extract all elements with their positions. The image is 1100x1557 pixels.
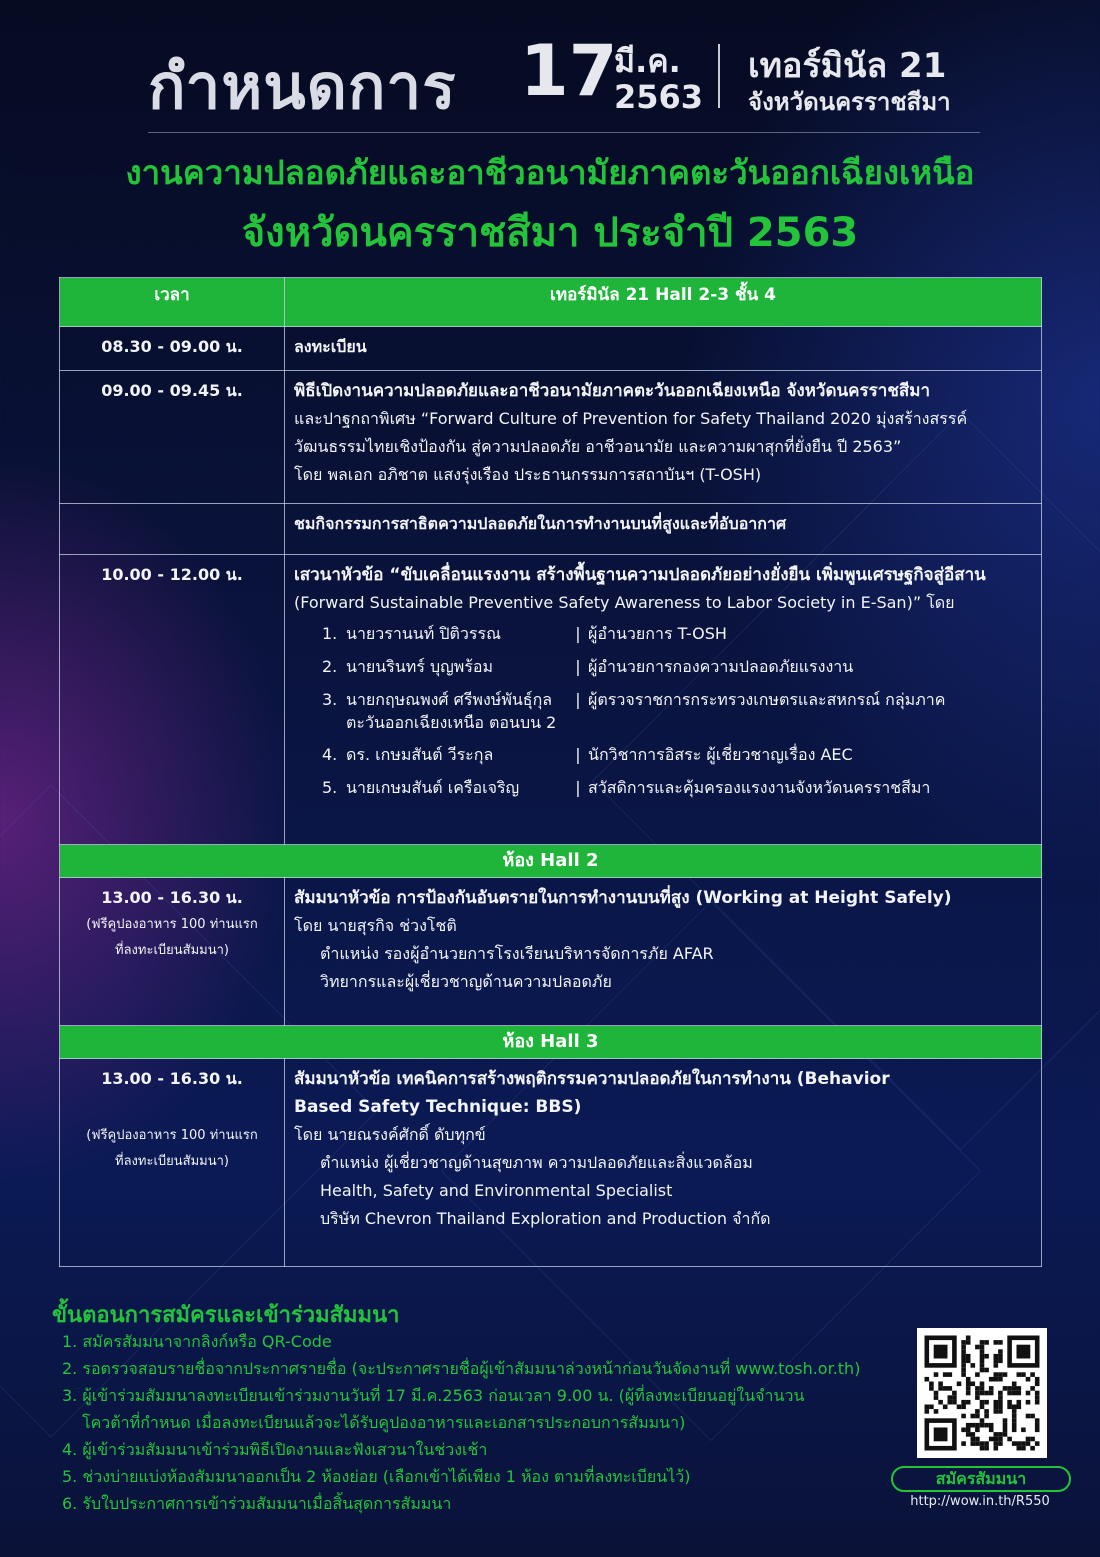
qr-module <box>1017 1400 1022 1405</box>
qr-module <box>961 1359 966 1364</box>
qr-module <box>975 1345 980 1350</box>
hall3-time: 13.00 - 16.30 น. <box>101 1069 243 1088</box>
event-year: 2563 <box>614 78 704 116</box>
qr-module <box>975 1441 980 1446</box>
event-month: มี.ค. <box>614 42 681 80</box>
qr-module <box>989 1391 994 1396</box>
qr-module <box>984 1423 989 1428</box>
qr-module <box>1026 1400 1031 1405</box>
opening-cell <box>285 371 1042 504</box>
qr-module <box>998 1340 1003 1345</box>
qr-module <box>1003 1386 1008 1391</box>
qr-module <box>994 1363 999 1368</box>
qr-module <box>984 1391 989 1396</box>
qr-module <box>925 1377 930 1382</box>
qr-module <box>934 1428 948 1442</box>
qr-module <box>984 1340 989 1345</box>
qr-module <box>1017 1405 1022 1410</box>
speaker-role: นักวิชาการอิสระ ผู้เชี่ยวชาญเรื่อง AEC <box>588 745 853 764</box>
qr-module <box>975 1372 980 1377</box>
speaker-role-continued: ตะวันออกเฉียงเหนือ ตอนบน 2 <box>346 713 557 732</box>
qr-module <box>1026 1391 1031 1396</box>
qr-module <box>1012 1414 1017 1419</box>
qr-module <box>1007 1400 1012 1405</box>
qr-module <box>934 1409 939 1414</box>
qr-module <box>980 1363 985 1368</box>
qr-module <box>980 1386 985 1391</box>
speaker-number: 1. <box>322 624 338 643</box>
qr-module <box>957 1382 962 1387</box>
opening-line3: วัฒนธรรมไทยเชิงป้องกัน สู่ความปลอดภัย อาชีวอนามัย และความผาสุกที่ยั่งยืน ปี 2563” <box>294 437 902 456</box>
qr-module <box>984 1409 989 1414</box>
qr-module <box>980 1391 985 1396</box>
speaker-role: ผู้อำนวยการกองความปลอดภัยแรงงาน <box>588 657 854 676</box>
room-header-row <box>60 1026 1042 1059</box>
qr-module <box>984 1441 989 1446</box>
qr-module <box>948 1372 953 1377</box>
qr-module <box>1003 1372 1008 1377</box>
qr-module <box>980 1340 985 1345</box>
qr-module <box>938 1400 943 1405</box>
qr-module <box>1035 1400 1040 1405</box>
qr-module <box>1017 1345 1031 1359</box>
qr-module <box>980 1368 985 1373</box>
qr-module <box>984 1414 989 1419</box>
speaker-name: นายกฤษณพงศ์ ศรีพงษ์พันธุ์กุล <box>346 690 553 709</box>
qr-module <box>1012 1386 1017 1391</box>
qr-module <box>971 1423 976 1428</box>
qr-module <box>1035 1377 1040 1382</box>
col-venue-header: เทอร์มินัล 21 Hall 2-3 ชั้น 4 <box>285 278 1042 327</box>
event-province: จังหวัดนครราชสีมา <box>748 88 951 116</box>
step-item <box>62 1436 860 1463</box>
speaker-name: นายนรินทร์ บุญพร้อม <box>346 657 494 676</box>
qr-module <box>961 1372 966 1377</box>
qr-module <box>961 1345 966 1350</box>
table-row <box>60 327 1042 371</box>
hall2-pos1: ตำแหน่ง รองผู้อำนวยการโรงเรียนบริหารจัดการภัย AFAR <box>320 944 714 963</box>
qr-module <box>980 1345 985 1350</box>
step-item <box>62 1463 860 1490</box>
qr-module <box>1030 1446 1035 1451</box>
speaker-separator: | <box>575 745 581 764</box>
qr-module <box>998 1441 1003 1446</box>
schedule-table <box>59 277 1042 1267</box>
table-header-row <box>60 278 1042 327</box>
speaker-role: ผู้อำนวยการ T-OSH <box>588 624 727 643</box>
hall2-by: โดย นายสุรกิจ ช่วงโชติ <box>294 916 457 935</box>
step-item <box>62 1382 860 1436</box>
qr-module <box>1030 1372 1035 1377</box>
qr-module <box>966 1423 971 1428</box>
qr-module <box>994 1432 999 1437</box>
hall2-pos2: วิทยากรและผู้เชี่ยวชาญด้านความปลอดภัย <box>320 972 612 991</box>
qr-module <box>929 1386 934 1391</box>
qr-module <box>1030 1386 1035 1391</box>
qr-module <box>934 1372 939 1377</box>
qr-module <box>1012 1428 1017 1433</box>
qr-module <box>952 1395 957 1400</box>
room-hall3-label: ห้อง Hall 3 <box>60 1026 1042 1059</box>
time-cell: 08.30 - 09.00 น. <box>60 327 285 371</box>
qr-module <box>975 1423 980 1428</box>
qr-module <box>975 1437 980 1442</box>
speaker-number: 2. <box>322 657 338 676</box>
qr-module <box>1035 1391 1040 1396</box>
qr-module <box>975 1395 980 1400</box>
qr-module <box>971 1414 976 1419</box>
event-day: 17 <box>520 30 618 112</box>
qr-module <box>1026 1414 1031 1419</box>
speaker-name: นายวรานนท์ ปิติวรรณ <box>346 624 501 643</box>
qr-module <box>961 1400 966 1405</box>
qr-module <box>948 1386 953 1391</box>
qr-module <box>966 1386 971 1391</box>
time-cell: 10.00 - 12.00 น. <box>60 555 285 845</box>
qr-module <box>1007 1437 1012 1442</box>
qr-module <box>929 1382 934 1387</box>
speaker-role: ผู้ตรวจราชการกระทรวงเกษตรและสหกรณ์ กลุ่มภาค <box>588 690 946 709</box>
steps-list <box>62 1328 860 1517</box>
speaker-number: 5. <box>322 778 338 797</box>
qr-code-image <box>917 1328 1047 1458</box>
speaker-separator: | <box>575 624 581 643</box>
qr-module <box>952 1400 957 1405</box>
qr-module <box>1003 1428 1008 1433</box>
qr-module <box>961 1354 966 1359</box>
time-cell: 09.00 - 09.45 น. <box>60 371 285 504</box>
qr-module <box>966 1340 971 1345</box>
event-subtitle-line2: จังหวัดนครราชสีมา ประจำปี 2563 <box>241 210 859 256</box>
opening-line2: และปาฐกถาพิเศษ “Forward Culture of Prevention for Safety Thailand 2020 มุ่งสร้างสรรค์ <box>294 409 968 428</box>
qr-module <box>1012 1391 1017 1396</box>
qr-module <box>984 1354 989 1359</box>
qr-module <box>975 1428 980 1433</box>
qr-module <box>957 1405 962 1410</box>
speaker-separator: | <box>575 690 581 709</box>
qr-module <box>1017 1372 1022 1377</box>
qr-module <box>934 1391 939 1396</box>
qr-module <box>975 1414 980 1419</box>
qr-module <box>1017 1441 1022 1446</box>
step-text: 1. สมัครสัมมนาจากลิงก์หรือ QR-Code <box>62 1332 332 1351</box>
qr-module <box>994 1359 999 1364</box>
step-text: 3. ผู้เข้าร่วมสัมมนาลงทะเบียนเข้าร่วมงานวันที่ 17 มี.ค.2563 ก่อนเวลา 9.00 น. (ผู้ที่ลงทะเบียนอยู่ในจำนวน <box>62 1386 805 1405</box>
qr-module <box>961 1428 966 1433</box>
hall3-title: สัมมนาหัวข้อ เทคนิคการสร้างพฤติกรรมความปลอดภัยในการทำงาน (Behavior <box>294 1069 890 1089</box>
qr-module <box>929 1405 934 1410</box>
qr-module <box>998 1395 1003 1400</box>
qr-module <box>998 1405 1003 1410</box>
qr-module <box>1035 1395 1040 1400</box>
qr-module <box>948 1395 953 1400</box>
step-item <box>62 1328 860 1355</box>
qr-module <box>994 1441 999 1446</box>
qr-module <box>943 1405 948 1410</box>
qr-module <box>994 1409 999 1414</box>
qr-module <box>1026 1377 1031 1382</box>
qr-module <box>971 1441 976 1446</box>
qr-module <box>980 1405 985 1410</box>
qr-module <box>1021 1441 1026 1446</box>
qr-module <box>966 1382 971 1387</box>
hall3-pos3: บริษัท Chevron Thailand Exploration and Production จำกัด <box>320 1209 771 1228</box>
panel-line2: (Forward Sustainable Preventive Safety Awareness to Labor Society in E-San)” โดย <box>294 593 955 612</box>
registration-text: ลงทะเบียน <box>285 327 1042 371</box>
qr-module <box>980 1446 985 1451</box>
opening-title: พิธีเปิดงานความปลอดภัยและอาชีวอนามัยภาคตะวันออกเฉียงเหนือ จังหวัดนครราชสีมา <box>294 381 930 401</box>
step-item <box>62 1490 860 1517</box>
qr-module <box>966 1428 971 1433</box>
qr-module <box>980 1359 985 1364</box>
qr-module <box>989 1377 994 1382</box>
step-text-continued: โควต้าที่กำหนด เมื่อลงทะเบียนแล้วจะได้รับคูปองอาหารและเอกสารประกอบการสัมมนา) <box>82 1413 686 1432</box>
qr-module <box>1026 1441 1031 1446</box>
qr-module <box>961 1368 966 1373</box>
time-cell <box>60 878 285 1026</box>
qr-module <box>994 1400 999 1405</box>
qr-module <box>1012 1418 1017 1423</box>
qr-module <box>994 1354 999 1359</box>
qr-module <box>975 1409 980 1414</box>
header-divider <box>718 44 720 108</box>
qr-module <box>971 1363 976 1368</box>
hall2-time: 13.00 - 16.30 น. <box>101 888 243 907</box>
hall3-by: โดย นายณรงค์ศักดิ์ ดับทุกข์ <box>294 1125 486 1144</box>
qr-module <box>1012 1382 1017 1387</box>
qr-module <box>1021 1446 1026 1451</box>
qr-module <box>966 1400 971 1405</box>
qr-module <box>998 1349 1003 1354</box>
speaker-separator: | <box>575 657 581 676</box>
header <box>0 0 1100 130</box>
speaker-row <box>294 617 1033 650</box>
qr-module <box>1035 1441 1040 1446</box>
table-row <box>60 504 1042 555</box>
step-text: 6. รับใบประกาศการเข้าร่วมสัมมนาเมื่อสิ้นสุดการสัมมนา <box>62 1494 452 1513</box>
qr-module <box>948 1400 953 1405</box>
qr-module <box>961 1414 966 1419</box>
qr-module <box>994 1340 999 1345</box>
qr-module <box>961 1340 966 1345</box>
hall3-note2: ที่ลงทะเบียนสัมมนา) <box>115 1154 229 1169</box>
qr-module <box>966 1377 971 1382</box>
hall2-title: สัมมนาหัวข้อ การป้องกันอันตรายในการทำงานบนที่สูง (Working at Height Safely) <box>294 888 952 908</box>
table-row <box>60 371 1042 504</box>
event-subtitle-line1: งานความปลอดภัยและอาชีวอนามัยภาคตะวันออกเฉียงเหนือ <box>125 153 975 192</box>
qr-module <box>938 1382 943 1387</box>
speaker-number: 3. <box>322 690 338 709</box>
qr-module <box>966 1336 971 1341</box>
header-rule <box>148 132 980 133</box>
speaker-list <box>294 617 1033 804</box>
speaker-row <box>294 738 1033 771</box>
opening-line4: โดย พลเอก อภิชาต แสงรุ่งเรือง ประธานกรรมการสถาบันฯ (T-OSH) <box>294 465 762 484</box>
qr-module <box>994 1446 999 1451</box>
qr-module <box>1030 1414 1035 1419</box>
qr-module <box>1012 1409 1017 1414</box>
qr-module <box>998 1437 1003 1442</box>
qr-module <box>998 1400 1003 1405</box>
hall3-cell <box>285 1059 1042 1267</box>
qr-module <box>980 1354 985 1359</box>
qr-module <box>952 1391 957 1396</box>
room-hall2-label: ห้อง Hall 2 <box>60 845 1042 878</box>
speaker-name: ดร. เกษมสันต์ วีระกุล <box>346 745 494 764</box>
qr-module <box>966 1359 971 1364</box>
qr-module <box>998 1354 1003 1359</box>
qr-module <box>961 1363 966 1368</box>
hall3-pos2: Health, Safety and Environmental Specialist <box>320 1181 673 1200</box>
qr-module <box>994 1437 999 1442</box>
qr-module <box>938 1386 943 1391</box>
qr-module <box>961 1405 966 1410</box>
qr-module <box>1021 1428 1026 1433</box>
hall3-note1: (ฟรีคูปองอาหาร 100 ท่านแรก <box>86 1128 258 1143</box>
room-header-row <box>60 845 1042 878</box>
qr-module <box>961 1441 966 1446</box>
qr-module <box>980 1441 985 1446</box>
table-row <box>60 878 1042 1026</box>
qr-module <box>1026 1437 1031 1442</box>
hall3-title2: Based Safety Technique: BBS) <box>294 1097 582 1117</box>
speaker-row <box>294 771 1033 804</box>
qr-module <box>961 1349 966 1354</box>
hall2-cell <box>285 878 1042 1026</box>
qr-module <box>980 1418 985 1423</box>
qr-module <box>1017 1386 1022 1391</box>
qr-module <box>971 1437 976 1442</box>
qr-module <box>980 1382 985 1387</box>
speaker-name: นายเกษมสันต์ เครือเจริญ <box>346 778 520 797</box>
qr-module <box>984 1368 989 1373</box>
hall2-note1: (ฟรีคูปองอาหาร 100 ท่านแรก <box>86 917 258 932</box>
steps-title: ขั้นตอนการสมัครและเข้าร่วมสัมมนา <box>52 1303 400 1328</box>
demo-text: ชมกิจกรรมการสาธิตความปลอดภัยในการทำงานบนที่สูงและที่อับอากาศ <box>285 504 1042 555</box>
qr-module <box>934 1345 948 1359</box>
qr-module <box>1003 1423 1008 1428</box>
panel-title: เสวนาหัวข้อ “ขับเคลื่อนแรงงาน สร้างพื้นฐานความปลอดภัยอย่างยั่งยืน เพิ่มพูนเศรษฐกิจสู่อีสาน <box>294 565 986 585</box>
qr-module <box>1017 1391 1022 1396</box>
step-text: 2. รอตรวจสอบรายชื่อจากประกาศรายชื่อ (จะประกาศรายชื่อผู้เข้าสัมมนาล่วงหน้าก่อนวันจัดงานที่ www.tosh.or.th) <box>62 1359 861 1378</box>
event-venue: เทอร์มินัล 21 <box>748 46 947 86</box>
qr-module <box>998 1409 1003 1414</box>
qr-module <box>975 1391 980 1396</box>
qr-module <box>1012 1423 1017 1428</box>
qr-module <box>1021 1372 1026 1377</box>
qr-module <box>998 1432 1003 1437</box>
qr-module <box>1017 1446 1022 1451</box>
step-item <box>62 1355 860 1382</box>
qr-module <box>998 1391 1003 1396</box>
qr-module <box>966 1354 971 1359</box>
hall2-note2: ที่ลงทะเบียนสัมมนา) <box>115 943 229 958</box>
qr-module <box>1035 1428 1040 1433</box>
qr-module <box>994 1377 999 1382</box>
qr-module <box>984 1446 989 1451</box>
qr-module <box>943 1386 948 1391</box>
qr-module <box>998 1377 1003 1382</box>
qr-module <box>980 1349 985 1354</box>
qr-module <box>994 1405 999 1410</box>
register-button[interactable]: สมัครสัมมนา <box>891 1466 1071 1492</box>
qr-module <box>934 1395 939 1400</box>
qr-module <box>975 1386 980 1391</box>
qr-module <box>971 1432 976 1437</box>
qr-module <box>984 1400 989 1405</box>
time-cell <box>60 1059 285 1267</box>
step-text: 4. ผู้เข้าร่วมสัมมนาเข้าร่วมพิธีเปิดงานและฟังเสวนาในช่วงเช้า <box>62 1440 488 1459</box>
qr-module <box>1035 1423 1040 1428</box>
step-text: 5. ช่วงบ่ายแบ่งห้องสัมมนาออกเป็น 2 ห้องย่อย (เลือกเข้าได้เพียง 1 ห้อง ตามที่ลงทะเบียนไว้) <box>62 1467 691 1486</box>
qr-module <box>1007 1391 1012 1396</box>
page-title: กำหนดการ <box>148 50 457 123</box>
qr-module <box>989 1386 994 1391</box>
speaker-role: สวัสดิการและคุ้มครองแรงงานจังหวัดนครราชสีมา <box>588 778 931 797</box>
qr-module <box>994 1372 999 1377</box>
table-row <box>60 1059 1042 1267</box>
table-row <box>60 555 1042 845</box>
qr-module <box>1035 1418 1040 1423</box>
qr-module <box>1030 1437 1035 1442</box>
col-time-header: เวลา <box>60 278 285 327</box>
qr-module <box>980 1423 985 1428</box>
qr-module <box>998 1359 1003 1364</box>
qr-module <box>998 1372 1003 1377</box>
qr-module <box>1003 1418 1008 1423</box>
qr-module <box>966 1391 971 1396</box>
speaker-row <box>294 650 1033 683</box>
qr-module <box>1012 1405 1017 1410</box>
panel-cell <box>285 555 1042 845</box>
speaker-separator: | <box>575 778 581 797</box>
qr-module <box>1007 1405 1012 1410</box>
time-cell-empty <box>60 504 285 555</box>
qr-module <box>989 1437 994 1442</box>
qr-module <box>943 1372 948 1377</box>
qr-module <box>1003 1432 1008 1437</box>
hall3-pos1: ตำแหน่ง ผู้เชี่ยวชาญด้านสุขภาพ ความปลอดภัยและสิ่งแวดล้อม <box>320 1153 753 1172</box>
speaker-number: 4. <box>322 745 338 764</box>
register-url[interactable]: http://wow.in.th/R550 <box>910 1494 1050 1509</box>
qr-module <box>971 1382 976 1387</box>
qr-module <box>1012 1441 1017 1446</box>
qr-code[interactable] <box>917 1328 1047 1458</box>
qr-module <box>925 1409 930 1414</box>
qr-module <box>989 1428 994 1433</box>
qr-module <box>1035 1382 1040 1387</box>
qr-module <box>966 1432 971 1437</box>
qr-module <box>980 1400 985 1405</box>
qr-module <box>989 1423 994 1428</box>
qr-module <box>1007 1386 1012 1391</box>
qr-module <box>925 1405 930 1410</box>
